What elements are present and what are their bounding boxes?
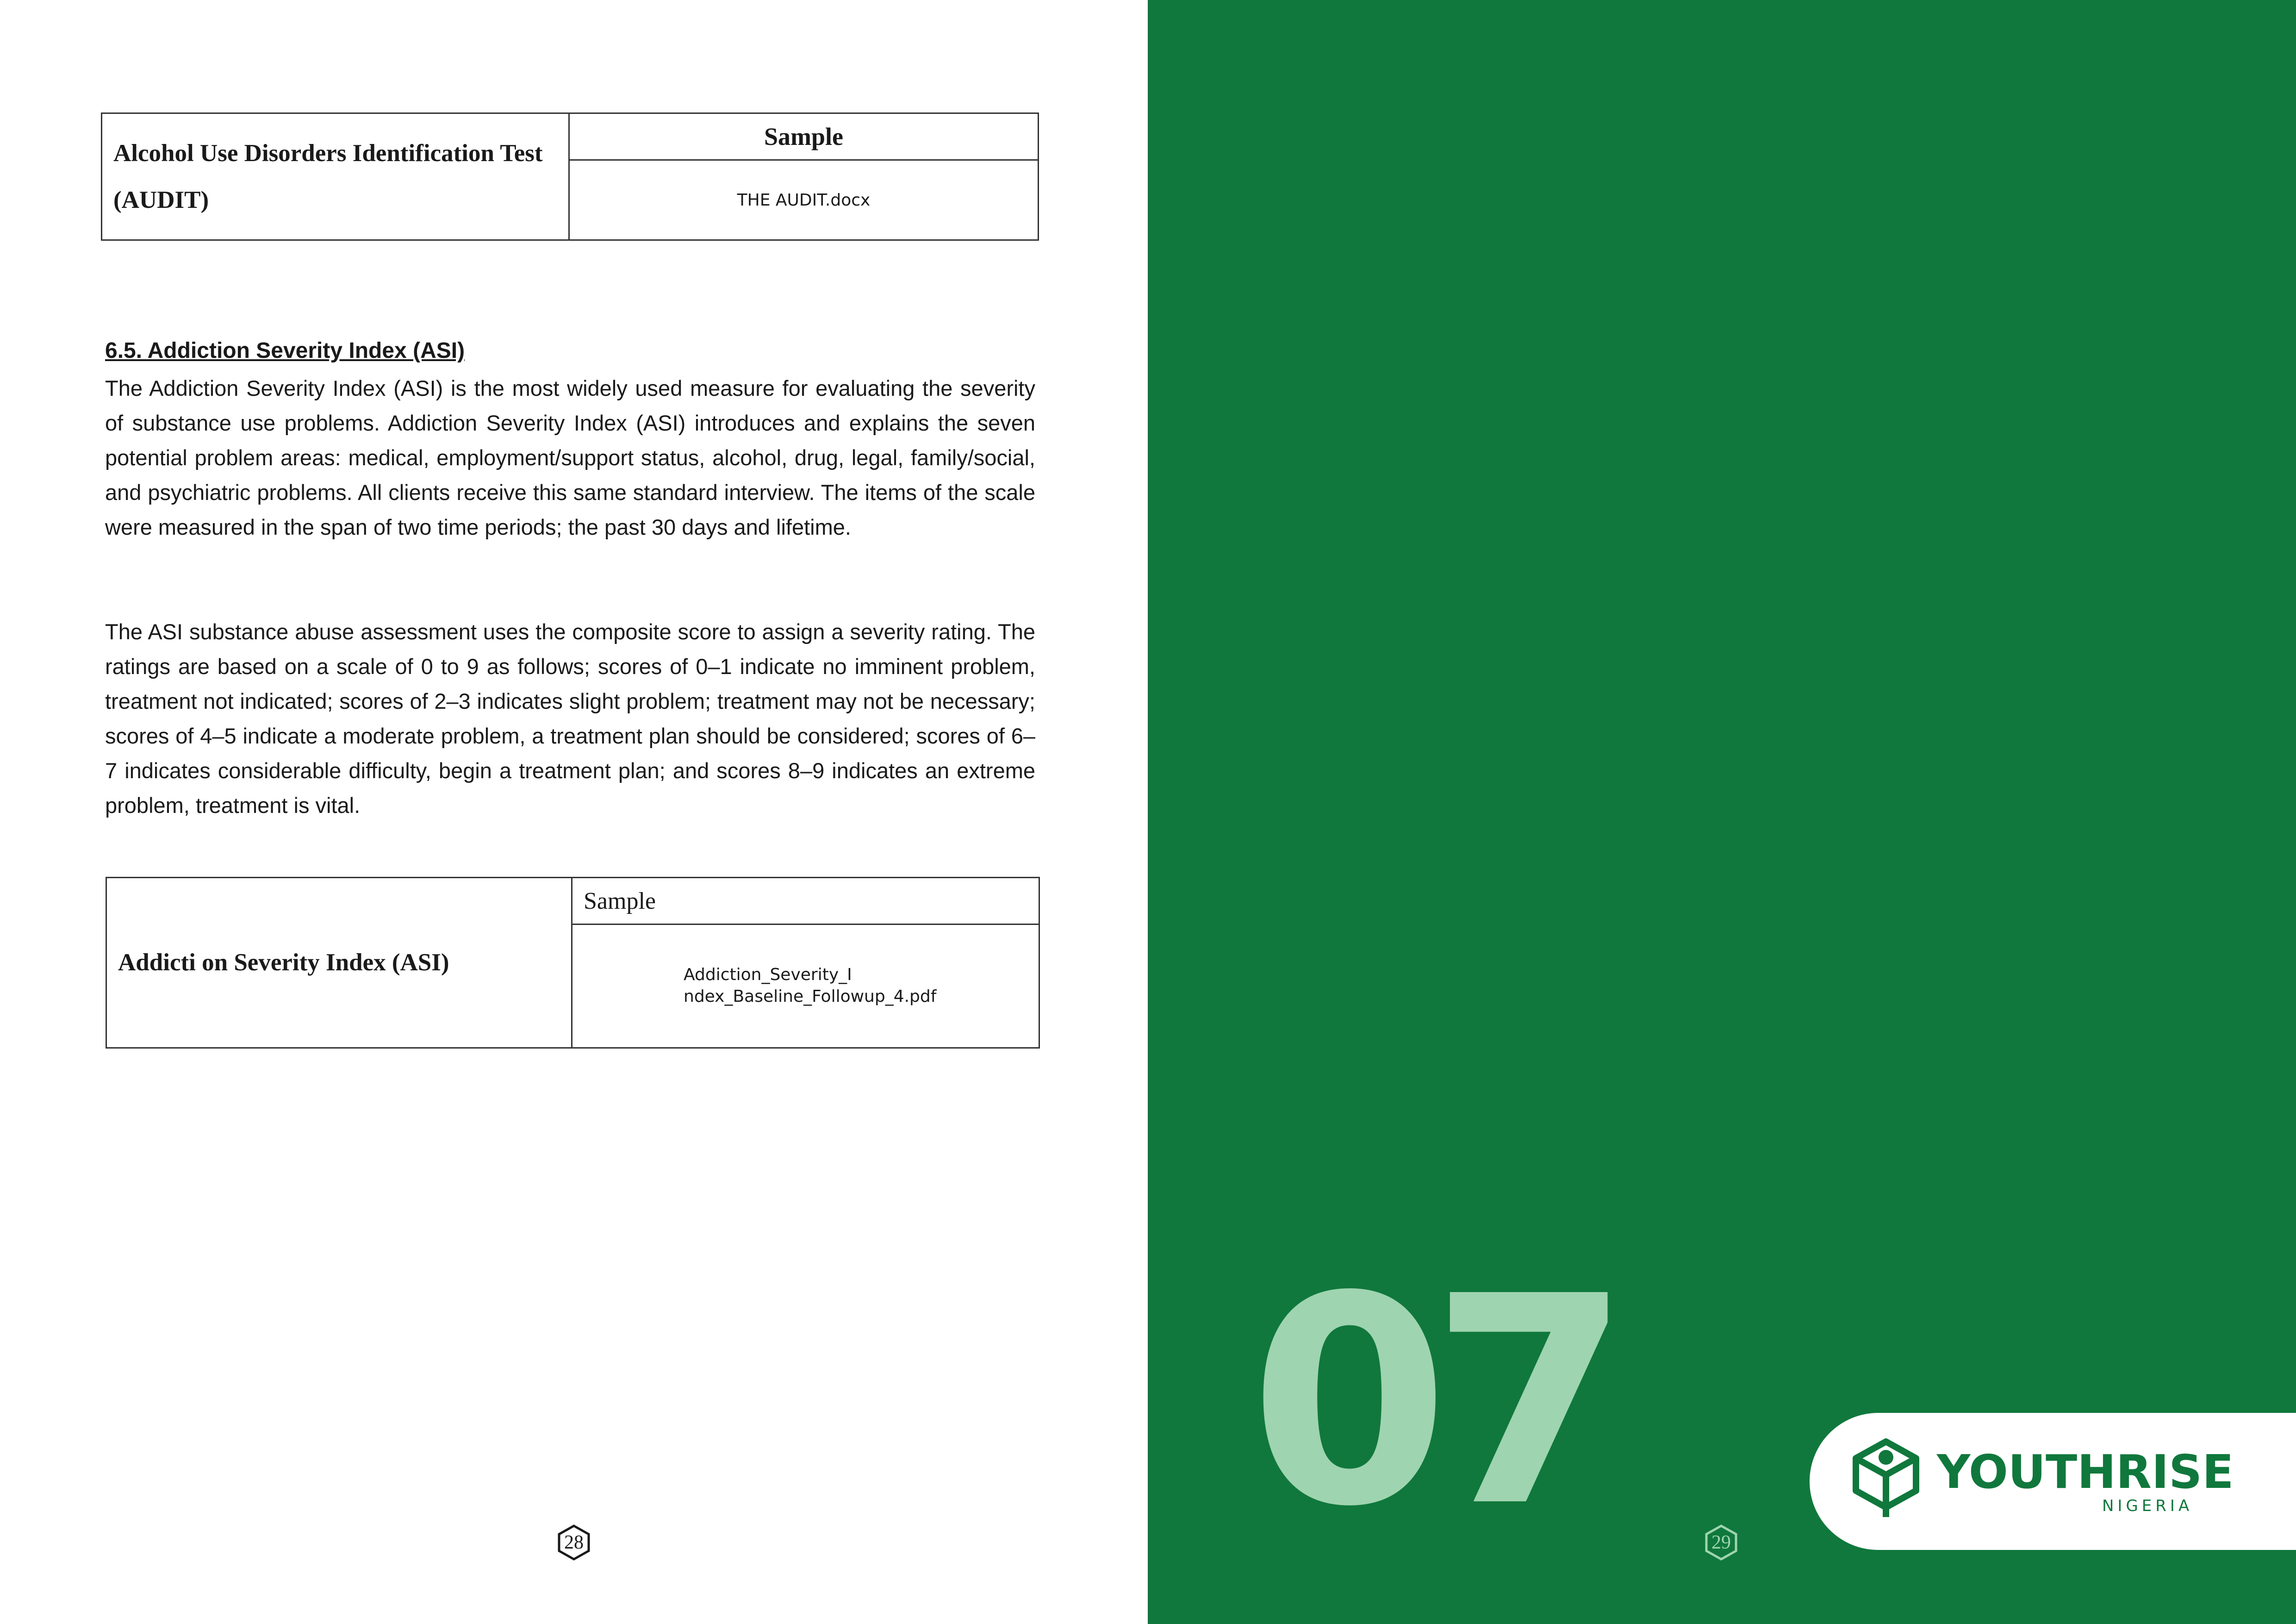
audit-file-cell [569,160,1039,240]
asi-sample-table [106,877,1040,1049]
asi-sample-header: Sample [572,878,1039,924]
audit-sample-header: Sample [569,113,1039,160]
audit-test-name: Alcohol Use Disorders Identification Test (AUDIT) [102,113,569,240]
asi-test-name: Addicti on Severity Index (ASI) [106,878,572,1048]
page-number-text: 28 [564,1532,584,1553]
logo-subtitle: NIGERIA [2102,1497,2193,1515]
audit-file-link[interactable]: THE AUDIT.docx [737,190,871,210]
body-paragraph: The Addiction Severity Index (ASI) is the most widely used measure for evaluating the severity of substance use problems. Addiction Severity Index (ASI) introduces and explains the seven potential problem areas: medical, employment/support status, alcohol, drug, legal, family/social, and psychiatric problems. All clients receive this same standard interview. The items of the scale were measured in the span of two time periods; the past 30 days and lifetime. [105,376,1035,539]
asi-file-link[interactable] [684,965,936,1006]
body-paragraph: The ASI substance abuse assessment uses the composite score to assign a severity rating. The ratings are based on a scale of 0 to 9 as follows; scores of 0–1 indicate no imminent problem, treatment not indicated; scores of 2–3 indicates slight problem; treatment may not be necessary; scores of 4–5 indicate a moderate problem, a treatment plan should be considered; scores of 6–7 indicates considerable difficulty, begin a treatment plan; and scores 8–9 indicates an extreme problem, treatment is vital. [105,619,1035,818]
page-number-text: 29 [1711,1532,1731,1553]
section-heading: 6.5. Addiction Severity Index (ASI) [105,338,465,363]
audit-sample-table [101,112,1039,241]
asi-file-cell [572,924,1039,1048]
asi-file-line-1: Addiction_Severity_I [684,965,852,985]
youthrise-logo [1810,1413,2296,1550]
page-number-right [1703,1524,1740,1561]
chapter-number: 07 [1250,1236,1612,1569]
page-number-left [555,1524,592,1561]
logo-wordmark: YOUTHRISE [1937,1445,2234,1499]
logo-cube-icon [1851,1436,1921,1519]
asi-file-line-2: ndex_Baseline_Followup_4.pdf [684,987,937,1006]
